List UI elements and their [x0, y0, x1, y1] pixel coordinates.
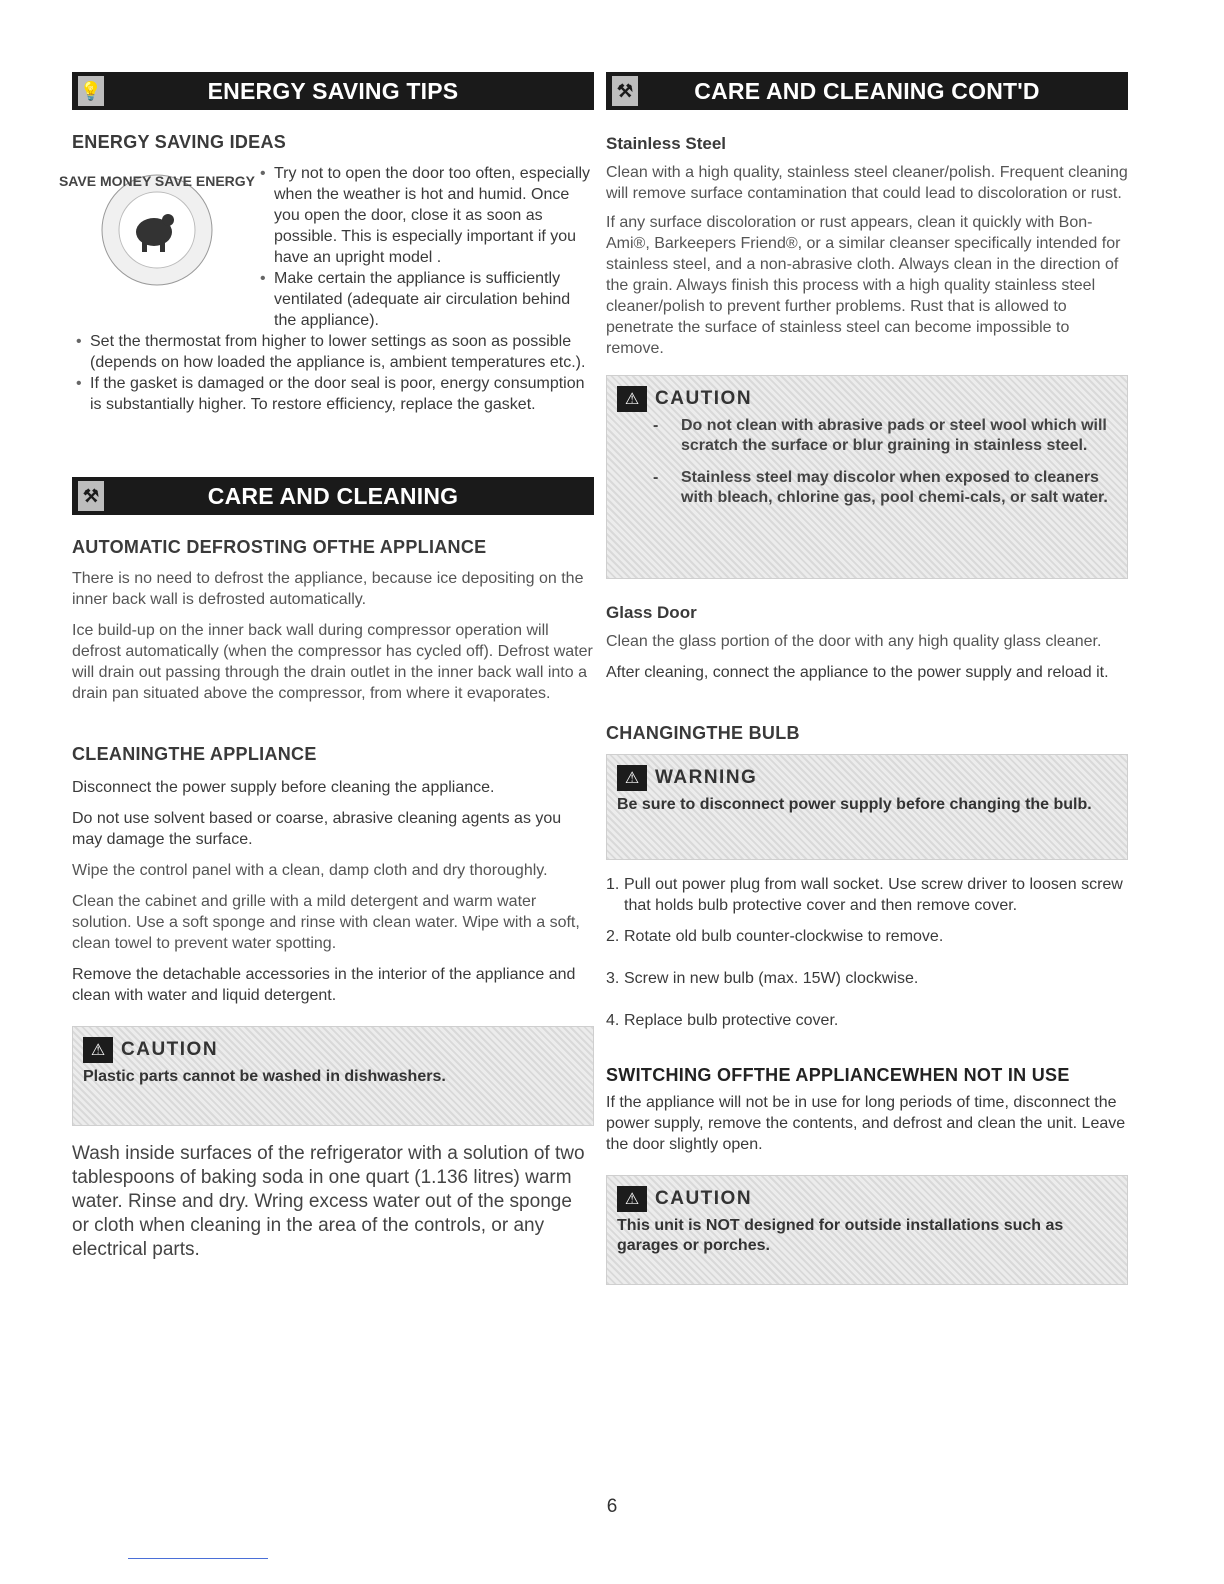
list-item — [606, 968, 1128, 989]
switching-off-heading: SWITCHING OFFTHE APPLIANCEWHEN NOT IN USE — [606, 1065, 1070, 1085]
warning-box-bulb — [606, 754, 1128, 860]
warning-label: WARNING — [655, 767, 758, 788]
caution-header — [617, 386, 1117, 412]
cleaning-paragraph-4: Clean the cabinet and grille with a mild detergent and warm water solution. Use a soft sponge and rinse with clean water. Wipe with a soft, clean towel to prevent water spotting. — [72, 893, 580, 952]
warning-triangle-icon: ⚠ — [83, 1037, 113, 1063]
cleaning-icon: ⚒ — [78, 481, 104, 511]
caution-box-outside — [606, 1175, 1128, 1285]
section-title: ENERGY SAVING TIPS — [207, 77, 459, 104]
automatic-defrosting-heading: AUTOMATIC DEFROSTING OFTHE APPLIANCE — [72, 537, 487, 557]
defrost-paragraph-1: There is no need to defrost the appliance, because ice depositing on the inner back wall is defrosted automatically. — [72, 570, 584, 608]
step-number: 1. — [606, 876, 620, 893]
list-item: - Stainless steel may discolor when exposed to cleaners with bleach, chlorine gas, pool chemi-cals, or salt water. — [681, 468, 1117, 508]
caution-header — [617, 1186, 1117, 1212]
stainless-paragraph-2: If any surface discoloration or rust appears, clean it quickly with Bon-Ami®, Barkeepers Friend®, or a similar cleanser specifically intended for stainless steel, and a non-abrasive cloth. Always clean in the direction of the grain. Always finish this process with a high quality stainless steel cleaner/polish to prevent further problems. Rust that is allowed to penetrate the surface of stainless steel can become impossible to remove. — [606, 214, 1121, 357]
stainless-paragraph-1: Clean with a high quality, stainless steel cleaner/polish. Frequent cleaning will remove surface contamination that could lead to discoloration or rust. — [606, 164, 1128, 202]
list-item: • Try not to open the door too often, especially when the weather is hot and humid. Once you open the door, close it as soon as possible. This is especially important if you have an upright model . — [256, 163, 594, 268]
list-item: • Set the thermostat from higher to lower settings as soon as possible (depends on how loaded the appliance is, ambient temperatures etc.). — [72, 331, 594, 373]
care-and-cleaning-contd-bar — [606, 72, 1128, 110]
energy-saving-ideas-heading: ENERGY SAVING IDEAS — [72, 132, 287, 152]
warning-triangle-icon: ⚠ — [617, 765, 647, 791]
cleaning-paragraph-5: Remove the detachable accessories in the interior of the appliance and clean with water and liquid detergent. — [72, 966, 576, 1004]
step-text: Pull out power plug from wall socket. Use screw driver to loosen screw that holds bulb protective cover and then remove cover. — [624, 876, 1123, 914]
caution-text: This unit is NOT designed for outside installations such as garages or porches. — [617, 1217, 1064, 1254]
step-number: 2. — [606, 928, 620, 945]
warning-header — [617, 765, 1117, 791]
save-money-save-energy-badge — [58, 165, 256, 295]
list-item — [606, 874, 1128, 916]
stainless-steel-heading: Stainless Steel — [606, 134, 727, 153]
step-number: 4. — [606, 1012, 620, 1029]
caution-box-plastic — [72, 1026, 594, 1126]
right-column — [606, 72, 1128, 1285]
bulb-steps — [606, 874, 1128, 1031]
glass-paragraph-1: Clean the glass portion of the door with any high quality glass cleaner. — [606, 633, 1102, 650]
page-number: 6 — [606, 1496, 618, 1517]
cleaning-the-appliance-heading: CLEANINGTHE APPLIANCE — [72, 744, 317, 764]
energy-saving-tips-bar — [72, 72, 594, 110]
list-item: • Make certain the appliance is sufficiently ventilated (adequate air circulation behind the appliance). — [256, 268, 594, 331]
caution-header — [83, 1037, 583, 1063]
changing-the-bulb-heading: CHANGINGTHE BULB — [606, 723, 800, 743]
section-title: CARE AND CLEANING CONT'D — [694, 77, 1040, 104]
lightbulb-icon: 💡 — [78, 76, 104, 106]
wash-inside-paragraph: Wash inside surfaces of the refrigerator with a solution of two tablespoons of baking soda in one quart (1.136 litres) warm water. Rinse and dry. Wring excess water out of the sponge or cloth when cleaning in the area of the controls, or any electrical parts. — [72, 1143, 585, 1260]
section-title: CARE AND CLEANING — [207, 482, 459, 509]
warning-triangle-icon: ⚠ — [617, 386, 647, 412]
caution-label: CAUTION — [121, 1039, 219, 1060]
energy-bullets-full — [72, 331, 594, 415]
footer-link-line — [128, 1558, 268, 1559]
energy-bullets-beside-badge — [256, 163, 594, 331]
cleaning-paragraph-2: Do not use solvent based or coarse, abrasive cleaning agents as you may damage the surface. — [72, 810, 562, 848]
cleaning-icon: ⚒ — [612, 76, 638, 106]
glass-door-heading: Glass Door — [606, 603, 697, 622]
list-item: • If the gasket is damaged or the door seal is poor, energy consumption is substantially higher. To restore efficiency, replace the gasket. — [72, 373, 594, 415]
warning-text: Be sure to disconnect power supply before changing the bulb. — [617, 796, 1092, 813]
cleaning-paragraph-1: Disconnect the power supply before cleaning the appliance. — [72, 779, 495, 796]
warning-triangle-icon: ⚠ — [617, 1186, 647, 1212]
step-number: 3. — [606, 970, 620, 987]
step-text: Replace bulb protective cover. — [624, 1012, 839, 1029]
badge-text: SAVE MONEY SAVE ENERGY — [58, 172, 256, 189]
cleaning-paragraph-3: Wipe the control panel with a clean, damp cloth and dry thoroughly. — [72, 862, 548, 879]
caution-label: CAUTION — [655, 388, 753, 409]
caution-list — [617, 416, 1117, 508]
defrost-paragraph-2: Ice build-up on the inner back wall during compressor operation will defrost automatically (when the compressor has cycled off). Defrost water will drain out passing through the drain outlet in the inner back wall into a drain pan situated above the compressor, from where it evaporates. — [72, 622, 593, 702]
caution-text: Plastic parts cannot be washed in dishwashers. — [83, 1068, 446, 1085]
caution-box-stainless — [606, 375, 1128, 579]
energy-ideas-block — [58, 163, 594, 331]
switching-paragraph: If the appliance will not be in use for long periods of time, disconnect the power supply, remove the contents, and defrost and clean the unit. Leave the door slightly open. — [606, 1094, 1126, 1153]
list-item — [606, 926, 1128, 947]
glass-paragraph-2: After cleaning, connect the appliance to the power supply and reload it. — [606, 664, 1109, 681]
list-item — [606, 1010, 1128, 1031]
step-text: Screw in new bulb (max. 15W) clockwise. — [624, 970, 919, 987]
piggy-bank-icon — [58, 168, 256, 293]
step-text: Rotate old bulb counter-clockwise to remove. — [624, 928, 944, 945]
care-and-cleaning-bar — [72, 477, 594, 515]
left-column — [58, 72, 594, 1262]
list-item: - Do not clean with abrasive pads or steel wool which will scratch the surface or blur graining in stainless steel. — [681, 416, 1117, 456]
caution-label: CAUTION — [655, 1188, 753, 1209]
